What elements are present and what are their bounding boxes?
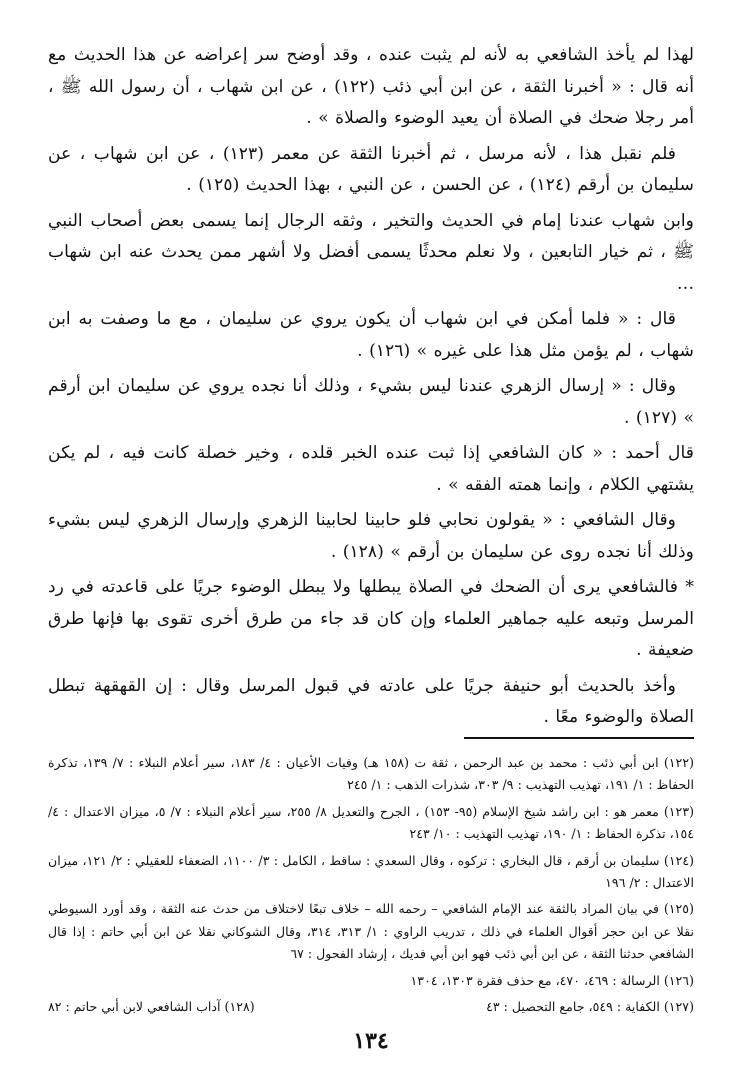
- footnote-124: (١٢٤) سليمان بن أرقم ، قال البخاري : تركوه ، وقال السعدي : ساقط ، الكامل : ٣/ ١١٠٠، الضعفاء للعقيلي : ٢/ ١٢١، ميزان الاعتدال : ٢/ ١٩٦: [48, 852, 695, 891]
- book-page: [48, 40, 694, 1070]
- footnote-125: (١٢٥) في بيان المراد بالثقة عند الإمام الشافعي – رحمه الله – خلاف تبعًا لاختلاف من حدث عنه الثقة ، وقد أورد السيوطي نقلا عن ابن حجر أقوال العلماء في ذلك ، تدريب الراوي : ١/ ٣١٣، ٣١٤، وقال الشوكاني نقلا عن ابن أبي حاتم : إذا قال الشافعي حدثنا الثقة ، عن ابن أبي ذئب فهو ابن أبي فديك ، إرشاد الفحول : ٦٧: [48, 901, 694, 962]
- body-paragraph-6: قال أحمد : « كان الشافعي إذا ثبت عنده الخبر قلده ، وخير خصلة كانت فيه ، لم يكن يشتهي الكلام ، وإنما همته الفقه » .: [48, 443, 694, 495]
- body-paragraph-7: وقال الشافعي : « يقولون نحابي فلو حابينا لحابينا الزهري وإرسال الزهري ليس بشيء وذلك أنا نجده روى عن سليمان بن أرقم » (١٢٨) .: [48, 510, 694, 562]
- footnote-127: (١٢٧) الكفاية : ٥٤٩، جامع التحصيل : ٤٣: [486, 999, 694, 1015]
- body-paragraph-1: لهذا لم يأخذ الشافعي به لأنه لم يثبت عنده ، وقد أوضح سر إعراضه عن هذا الحديث مع أنه قال : « أخبرنا الثقة ، عن ابن أبي ذئب (١٢٢) ، عن ابن شهاب ، أن رسول الله ﷺ ، أمر رجلا ضحك في الصلاة أن يعيد الوضوء والصلاة » .: [48, 45, 694, 128]
- page-number: ١٣٤: [353, 1028, 389, 1054]
- footnote-126: (١٢٦) الرسالة : ٤٦٩، ٤٧٠، مع حذف فقرة ١٣٠٣، ١٣٠٤: [410, 972, 694, 988]
- footnotes: [48, 752, 694, 1018]
- body-paragraph-9: وأخذ بالحديث أبو حنيفة جريًا على عادته في قبول المرسل وقال : إن القهقهة تبطل الصلاة والوضوء معًا .: [48, 675, 694, 727]
- footnote-divider: [464, 737, 694, 739]
- footnote-128: (١٢٨) آداب الشافعي لابن أبي حاتم : ٨٢: [48, 999, 255, 1015]
- footnote-123: (١٢٣) معمر هو : ابن راشد شيخ الإسلام (٩٥- ١٥٣) ، الجرح والتعديل ٨/ ٢٥٥، سير أعلام النبلاء : ٧/ ٥، ميزان الاعتدال : ٤/ ١٥٤، تذكرة الحفاظ : ١/ ١٩٠، تهذيب التهذيب : ١٠/ ٢٤٣: [48, 803, 695, 842]
- body-paragraph-8: * فالشافعي يرى أن الضحك في الصلاة يبطلها ولا يبطل الوضوء جريًا على قاعدته في رد المرسل وتبعه عليه جماهير العلماء وإن كان قد جاء من طرق أخرى تقوى بها فإنها طرق ضعيفة .: [48, 577, 694, 660]
- footnote-row-127-128: [48, 996, 694, 1018]
- body-paragraph-4: قال : « فلما أمكن في ابن شهاب أن يكون يروي عن سليمان ، مع ما وصفت به ابن شهاب ، لم يؤمن مثل هذا على غيره » (١٢٦) .: [48, 309, 694, 361]
- body-paragraph-3: وابن شهاب عندنا إمام في الحديث والتخير ، وثقه الرجال إنما يسمى بعض أصحاب النبي ﷺ ، ثم خيار التابعين ، ولا نعلم محدثًا يسمى أفضل ولا أشهر ممن يحدث عنه ابن شهاب …: [48, 210, 694, 294]
- footnote-122: (١٢٢) ابن أبي ذئب : محمد بن عبد الرحمن ، ثقة ت (١٥٨ هـ) وفيات الأعيان : ٤/ ١٨٣، سير أعلام النبلاء : ٧/ ١٣٩، تذكرة الحفاظ : ١/ ١٩١، تهذيب التهذيب : ٩/ ٣٠٣، شذرات الذهب : ١/ ٢٤٥: [48, 755, 695, 793]
- body-paragraph-2: فلم نقبل هذا ، لأنه مرسل ، ثم أخبرنا الثقة عن معمر (١٢٣) ، عن ابن شهاب ، عن سليمان بن أرقم (١٢٤) ، عن الحسن ، عن النبي ، بهذا الحديث (١٢٥) .: [48, 143, 694, 195]
- body-paragraph-5: وقال : « إرسال الزهري عندنا ليس بشيء ، وذلك أنا نجده يروي عن سليمان ابن أرقم » (١٢٧) .: [48, 376, 694, 428]
